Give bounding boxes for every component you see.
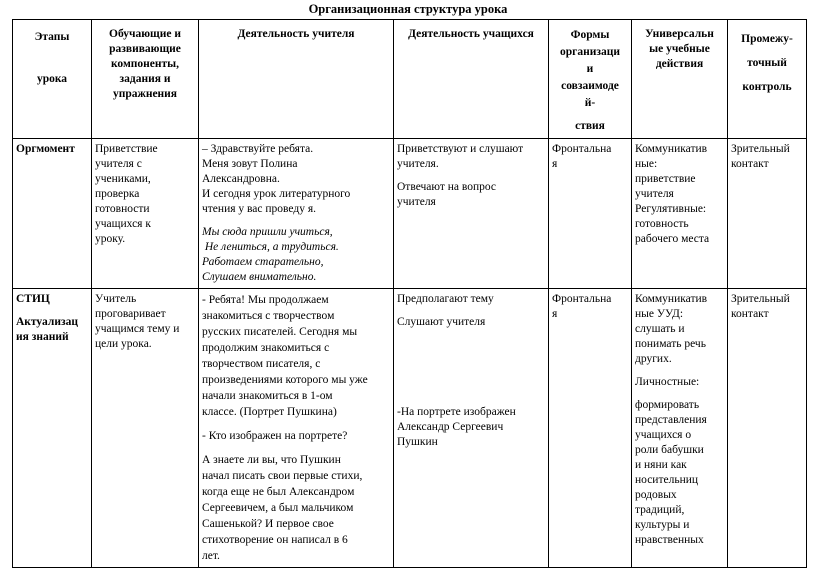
header-stage-line: Этапы (34, 31, 70, 43)
text-line: я (552, 158, 558, 170)
poem-line: Работаем старательно, (202, 256, 324, 268)
header-components-line: развивающие (109, 43, 181, 55)
header-control (728, 20, 807, 139)
text-line: произведениями которого мы уже (202, 374, 368, 386)
text-line: -На портрете изображен (397, 406, 516, 418)
text-line: классе. (Портрет Пушкина) (202, 406, 337, 418)
table-row (13, 289, 807, 568)
text-line: готовность (635, 218, 689, 230)
header-forms-line: й- (584, 97, 596, 109)
text-line: Регулятивные: (635, 203, 707, 215)
text-line: учителя (635, 188, 674, 200)
header-control-line: точный (747, 57, 787, 69)
text-line: Александр Сергеевич (397, 421, 504, 433)
text-line: Сергеевичем, а был мальчиком (202, 502, 354, 514)
text-line: начал писать свои первые стихи, (202, 470, 363, 482)
text-line: Учитель (95, 293, 137, 305)
text-line: Фронтальна (552, 293, 612, 305)
text-line: Коммуникатив (635, 143, 708, 155)
row-stage (13, 289, 92, 568)
text-line: творчеством писателя, с (202, 358, 321, 370)
row-control (728, 139, 807, 289)
header-students: Деятельность учащихся (394, 20, 549, 139)
text-line: и няни как (635, 459, 687, 471)
header-uud (632, 20, 728, 139)
text-line: проверка (95, 188, 140, 200)
text-line: учащихся к (95, 218, 151, 230)
row-components (92, 139, 199, 289)
text-line: нравственных (635, 534, 704, 546)
text-line: учащихся о (635, 429, 692, 441)
text-line: русских писателей. Сегодня мы (202, 326, 358, 338)
text-line: представления (635, 414, 707, 426)
text-line: ные: (635, 158, 658, 170)
header-forms-line: Формы (570, 29, 610, 41)
text-line: рабочего места (635, 233, 710, 245)
text-line: Личностные: (635, 376, 700, 388)
header-forms-line: и (586, 63, 594, 75)
text-line: Отвечают на вопрос (397, 181, 497, 193)
text-line: носительниц (635, 474, 699, 486)
text-line: учениками, (95, 173, 151, 185)
poem-line: Мы сюда пришли учиться, (202, 226, 333, 238)
text-line: традиций, (635, 504, 685, 516)
text-line: чтения у вас проведу я. (202, 203, 316, 215)
text-line: Меня зовут Полина (202, 158, 298, 170)
header-forms-line: совзаимоде (561, 80, 619, 92)
header-components-line: Обучающие и (109, 28, 181, 40)
text-line: Пушкин (397, 436, 438, 448)
text-line: Коммуникатив (635, 293, 708, 305)
text-line: Актуализац (16, 316, 78, 328)
row-control (728, 289, 807, 568)
table-row (13, 139, 807, 289)
lesson-structure-table (12, 19, 807, 568)
poem-line: Слушаем внимательно. (202, 271, 317, 283)
text-line: знакомиться с творчеством (202, 310, 335, 322)
row-components (92, 289, 199, 568)
row-stage: Оргмомент (13, 139, 92, 289)
text-line: слушать и (635, 323, 685, 335)
text-line: цели урока. (95, 338, 152, 350)
header-row (13, 20, 807, 139)
text-line: уроку. (95, 233, 126, 245)
text-line: учителя (397, 196, 436, 208)
text-line: ия знаний (16, 331, 69, 343)
text-line: Слушают учителя (397, 316, 486, 328)
text-line: Приветствуют и слушают (397, 143, 524, 155)
row-uud (632, 289, 728, 568)
header-stage (13, 20, 92, 139)
text-line: Александровна. (202, 173, 280, 185)
text-line: я (552, 308, 558, 320)
header-components-line: упражнения (112, 88, 178, 100)
row-teacher (199, 289, 394, 568)
text-line: ные УУД: (635, 308, 684, 320)
text-line: других. (635, 353, 672, 365)
header-teacher: Деятельность учителя (199, 20, 394, 139)
row-students (394, 289, 549, 568)
text-line: лет. (202, 550, 220, 562)
header-uud-line: ые учебные (649, 43, 710, 55)
row-uud (632, 139, 728, 289)
header-stage-line: урока (36, 73, 68, 85)
text-line: проговаривает (95, 308, 166, 320)
text-line: Приветствие (95, 143, 158, 155)
text-line: понимать речь (635, 338, 706, 350)
text-line: роли бабушки (635, 444, 704, 456)
text-line: контакт (731, 308, 769, 320)
text-line: Зрительный (731, 293, 790, 305)
text-line: учащимся тему и (95, 323, 180, 335)
header-components (92, 20, 199, 139)
row-forms (549, 139, 632, 289)
header-uud-line: действия (655, 58, 704, 70)
text-line: контакт (731, 158, 769, 170)
text-line: И сегодня урок литературного (202, 188, 351, 200)
header-forms-line: организаци (560, 46, 620, 58)
header-control-line: Промежу- (741, 33, 793, 45)
header-forms-line: ствия (575, 120, 605, 132)
row-students (394, 139, 549, 289)
header-components-line: компоненты, (110, 58, 180, 70)
text-line: Зрительный (731, 143, 790, 155)
header-components-line: задания и (119, 73, 171, 85)
text-line: СТИЦ (16, 293, 50, 305)
poem-line: Не лениться, а трудиться. (202, 241, 339, 253)
text-line: А знаете ли вы, что Пушкин (202, 454, 341, 466)
header-forms (549, 20, 632, 139)
text-line: культуры и (635, 519, 690, 531)
row-forms (549, 289, 632, 568)
text-line: стихотворение он написал в 6 (202, 534, 348, 546)
page-title: Организационная структура урока (308, 2, 508, 16)
text-line: - Кто изображен на портрете? (202, 430, 348, 442)
text-line: приветствие (635, 173, 696, 185)
text-line: - Ребята! Мы продолжаем (202, 294, 329, 306)
text-line: продолжим знакомиться с (202, 342, 330, 354)
header-uud-line: Универсальн (645, 28, 714, 40)
text-line: – Здравствуйте ребята. (202, 143, 314, 155)
header-control-line: контроль (742, 81, 792, 93)
text-line: готовности (95, 203, 150, 215)
text-line: начали знакомиться в 1-ом (202, 390, 333, 402)
text-line: формировать (635, 399, 700, 411)
text-line: Сашенькой? И первое свое (202, 518, 334, 530)
text-line: родовых (635, 489, 677, 501)
row-teacher (199, 139, 394, 289)
text-line: Предполагают тему (397, 293, 494, 305)
text-line: учителя с (95, 158, 142, 170)
text-line: учителя. (397, 158, 439, 170)
text-line: Фронтальна (552, 143, 612, 155)
text-line: когда еще не был Александром (202, 486, 355, 498)
